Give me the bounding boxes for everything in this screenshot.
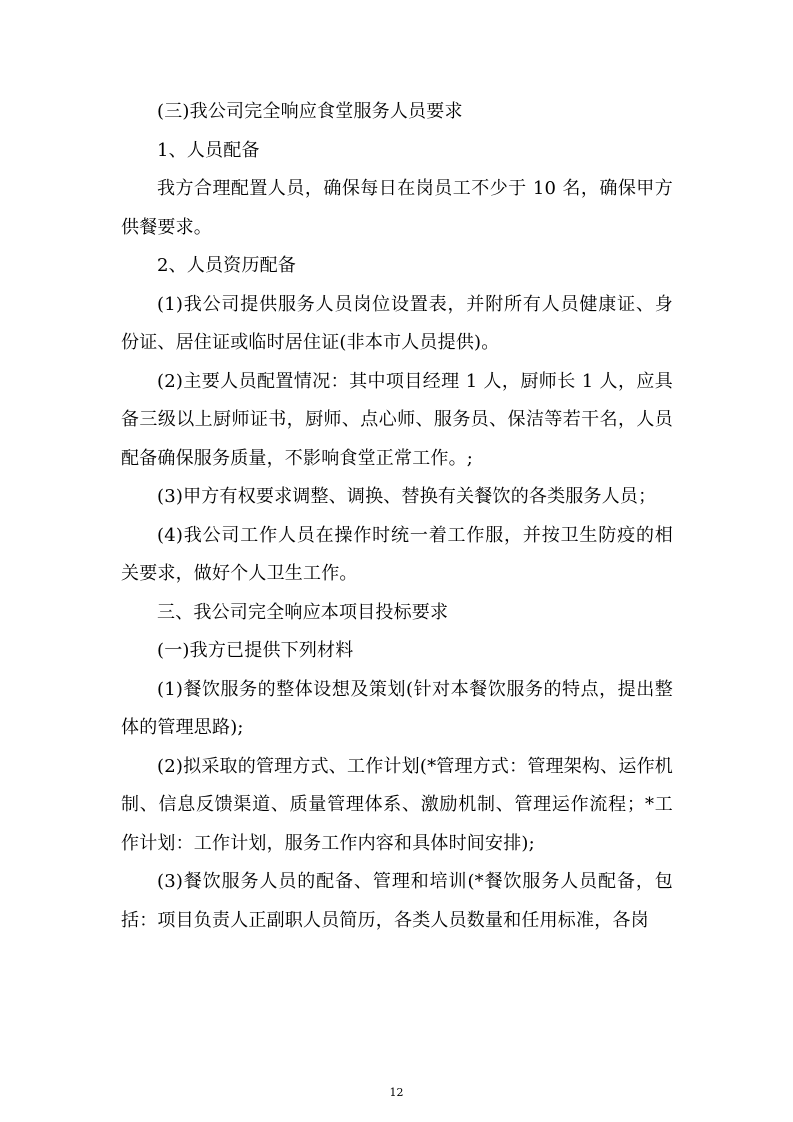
paragraph-item-3: (3)甲方有权要求调整、调换、替换有关餐饮的各类服务人员； (157, 486, 657, 507)
section-heading-bid-requirements: 三、我公司完全响应本项目投标要求 (157, 601, 449, 623)
body-text (121, 93, 673, 940)
subheading-staffing: 1、人员配备 (157, 139, 260, 161)
paragraph-material-1: (1)餐饮服务的整体设想及策划(针对本餐饮服务的特点，提出整体的管理思路); (121, 678, 673, 738)
paragraph-staffing-detail: 我方合理配置人员，确保每日在岗员工不少于 10 名，确保甲方供餐要求。 (121, 178, 673, 238)
subheading-qualifications: 2、人员资历配备 (157, 255, 297, 276)
subheading-materials: (一)我方已提供下列材料 (157, 640, 354, 661)
paragraph-item-1: (1)我公司提供服务人员岗位设置表，并附所有人员健康证、身份证、居住证或临时居住证(非本市人员提供)。 (121, 293, 673, 353)
page-number: 12 (389, 1086, 404, 1099)
paragraph-material-2: (2)拟采取的管理方式、工作计划(*管理方式：管理架构、运作机制、信息反馈渠道、质量管理体系、激励机制、管理运作流程；*工作计划：工作计划，服务工作内容和具体时间安排); (121, 755, 673, 854)
paragraph-item-2: (2)主要人员配置情况：其中项目经理 1 人，厨师长 1 人，应具备三级以上厨师证书，厨师、点心师、服务员、保洁等若干名，人员配备确保服务质量，不影响食堂正常工作。; (121, 370, 673, 469)
section-heading-staff-requirements: (三)我公司完全响应食堂服务人员要求 (157, 101, 463, 122)
paragraph-item-4: (4)我公司工作人员在操作时统一着工作服，并按卫生防疫的相关要求，做好个人卫生工作。 (121, 524, 673, 584)
paragraph-material-3: (3)餐饮服务人员的配备、管理和培训(*餐饮服务人员配备，包括：项目负责人正副职人员简历，各类人员数量和任用标准，各岗 (121, 871, 673, 931)
